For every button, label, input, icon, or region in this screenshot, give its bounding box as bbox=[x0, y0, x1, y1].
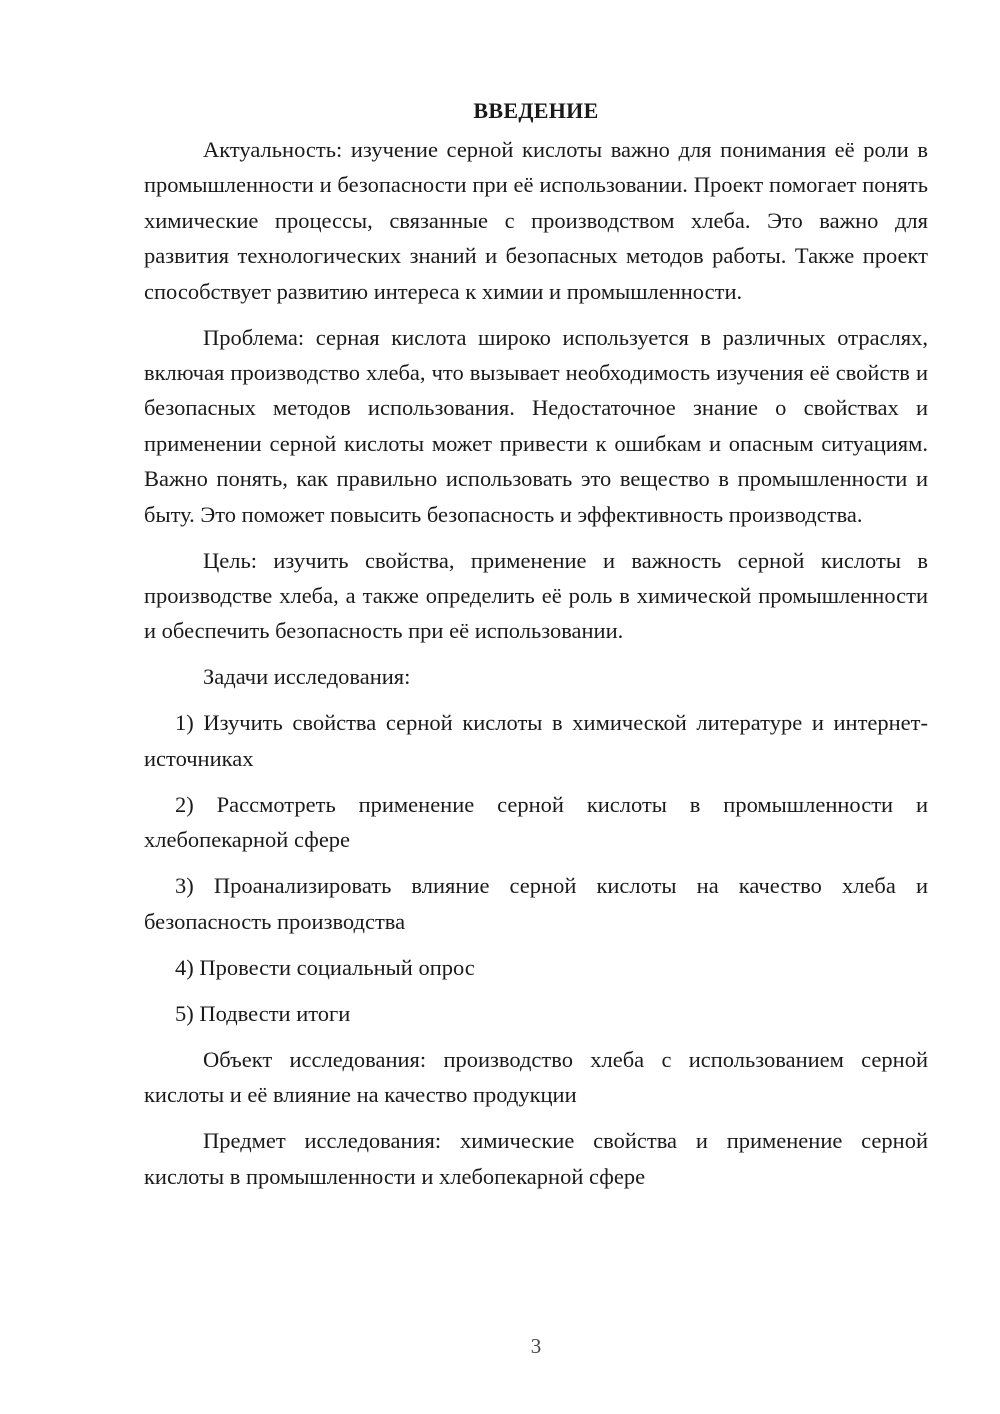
paragraph-relevance: Актуальность: изучение серной кислоты важно для понимания её роли в промышленности и безопасности при её использовании. Проект помогает понять химические процессы, связанные с производством хлеба. Это важно для развития технологических знаний и безопасных методов работы. Также проект способствует развитию интереса к химии и промышленности. bbox=[144, 137, 928, 304]
tasks-list bbox=[144, 705, 928, 1031]
paragraph-problem: Проблема: серная кислота широко используется в различных отраслях, включая производство хлеба, что вызывает необходимость изучения её свойств и безопасных методов использования. Недостаточное знание о свойствах и применении серной кислоты может привести к ошибкам и опасным ситуациям. Важно понять, как правильно использовать это вещество в промышленности и быту. Это поможет повысить безопасность и эффективность производства. bbox=[144, 324, 928, 527]
list-item: 3) Проанализировать влияние серной кислоты на качество хлеба и безопасность производства bbox=[144, 873, 928, 934]
page-number: 3 bbox=[530, 1334, 542, 1358]
list-item: 2) Рассмотреть применение серной кислоты в промышленности и хлебопекарной сфере bbox=[144, 791, 928, 853]
document-page bbox=[144, 96, 928, 1205]
page-title: ВВЕДЕНИЕ bbox=[473, 98, 599, 123]
list-item: 5) Подвести итоги bbox=[175, 1000, 351, 1026]
paragraph-goal: Цель: изучить свойства, применение и важность серной кислоты в производстве хлеба, а также определить её роль в химической промышленности и обеспечить безопасность при её использовании. bbox=[144, 547, 928, 644]
paragraph-subject: Предмет исследования: химические свойства и применение серной кислоты в промышленности и хлебопекарной сфере bbox=[144, 1128, 928, 1189]
list-item: 1) Изучить свойства серной кислоты в химической литературе и интернет-источниках bbox=[144, 710, 928, 771]
paragraph-object: Объект исследования: производство хлеба с использованием серной кислоты и её влияние на качество продукции bbox=[144, 1046, 928, 1108]
tasks-heading: Задачи исследования: bbox=[203, 664, 411, 690]
list-item: 4) Провести социальный опрос bbox=[175, 954, 475, 980]
